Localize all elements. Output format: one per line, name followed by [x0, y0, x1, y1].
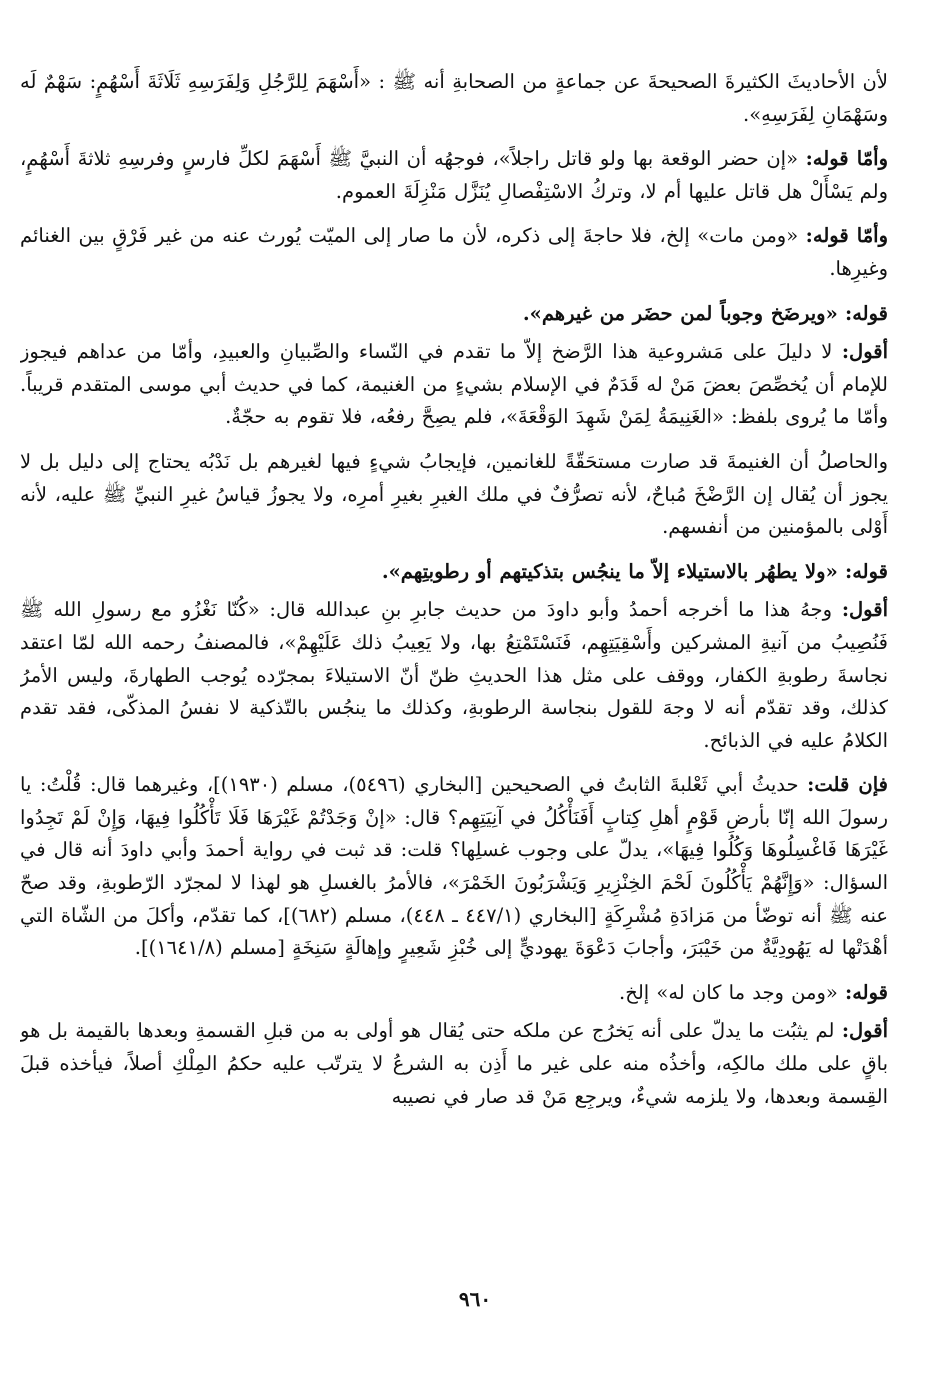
paragraph-text: «ويرضَخ وجوباً لمن حضَر من غيرهم». — [522, 301, 838, 325]
paragraph-text: لا دليلَ على مَشروعية هذا الرَّضخ إلاّ ما تقدم في النّساء والصِّبيانِ والعبيدِ، وأمّا من عداهم فيجوز للإمام أن يُخصِّصَ بعضَ مَنْ له قَدَمٌ في الإسلام بشيءٍ من الغنيمة، كما في حديث أبي موسى المتقدم قريباً. وأمّا ما يُروى بلفظ: «الغَنِيمَةُ لِمَنْ شَهِدَ الوَقْعَةَ»، فلم يصِحَّ رفعُه، فلا تقوم به حجّةٌ. — [20, 340, 888, 429]
paragraph-text: لأن الأحاديثَ الكثيرةَ الصحيحةَ عن جماعةٍ من الصحابةِ أنه ﷺ : «أَسْهَمَ لِلرَّجُلِ وَلِفَرَسِهِ ثَلَاثَةَ أَسْهُمٍ: سَهْمٌ لَه وسَهْمَانِ لِفَرَسِهِ». — [20, 70, 888, 126]
paragraph — [20, 556, 888, 589]
paragraph-lead: وأمّا قوله: — [805, 224, 888, 248]
paragraph-lead: فإن قلت: — [807, 773, 888, 797]
paragraph-text: والحاصلُ أن الغنيمةَ قد صارت مستحَقّةً للغانمين، فإيجابُ شيءٍ فيها لغيرهم بل نَدْبُه يحتاج إلى دليل بل لا يجوز أن يُقال إن الرَّضْخَ مُباحٌ، لأنه تصرُّفٌ في ملك الغيرِ بغيرِ أمرِه، ولا يجوزُ قياسُ غيرِ النبيِّ ﷺ عليه، لأنه أَوْلى بالمؤمنين من أنفسهم. — [20, 449, 888, 539]
paragraph-lead: أقول: — [841, 1019, 888, 1043]
paragraph — [20, 1015, 888, 1113]
paragraph — [20, 594, 888, 757]
page-body — [20, 66, 888, 1316]
paragraph-lead: قوله: — [845, 980, 888, 1004]
page-number: ٩٦٠ — [458, 1287, 492, 1311]
paragraph-text: «إن حضر الوقعة بها ولو قاتل راجلاً»، فوجهُه أن النبيَّ ﷺ أَسْهَمَ لكلِّ فارسٍ وفرسِهِ ثلاثةَ أَسْهُمٍ، ولم يَسْأَلْ هل قاتل عليها أم لا، وتركُ الاسْتِفْصالِ يُنَزَّل مَنْزِلَةَ العموم. — [20, 147, 888, 203]
paragraph-text: «ومن وجد ما كان له» إلخ. — [619, 980, 838, 1004]
paragraph-lead: وأمّا قوله: — [805, 147, 888, 171]
paragraph — [20, 220, 888, 285]
paragraph — [20, 298, 888, 331]
paragraph-text: حديثُ أبي ثَعْلبةَ الثابتُ في الصحيحين [البخاري (٥٤٩٦)، مسلم (١٩٣٠)]، وغيرهما قال: قُلْتُ: يا رسولَ الله إنّا بأرضِ قَوْمٍ أهلِ كِتابٍ أَفَنَأْكُلُ في آنِيَتِهِم؟ قال: «إنْ وَجَدْتُمْ غَيْرَهَا فَلَا تَأْكُلُوا فِيهَا، وَإِنْ لَمْ تَجِدُوا غَيْرَهَا فَاغْسِلُوهَا وَكُلُوا فِيهَا»، يدلّ على وجوب غسلِها؟ قلت: قد ثبت في رواية أحمدَ وأبي داودَ أنه قال في السؤال: «وَإِنَّهُمْ يَأْكُلُونَ لَحْمَ الخِنْزِيرِ وَيَشْرَبُونَ الخَمْرَ»، فالأمرُ بالغسلِ هو لهذا لا لمجرّد الرّطوبةِ، وقد صحّ عنه ﷺ أنه توضّأ من مَزادَةِ مُشْرِكَةٍ [البخاري (٤٤٧/١ ـ ٤٤٨)، مسلم (٦٨٢)]، كما تقدّم، وأكلَ من الشّاة التي أهْدَتْها له يَهُودِيَّةٌ من خَيْبَرَ، وأجابَ دَعْوَةَ يهوديٍّ إلى خُبْزِ شَعِيرٍ وإهالَةٍ سَنِخَةٍ [مسلم (١٦٤١/٨)]. — [20, 773, 888, 960]
paragraph-lead: أقول: — [841, 598, 888, 622]
paragraph-lead: أقول: — [841, 340, 888, 364]
paragraph-text: لم يثبُت ما يدلّ على أنه يَخرُج عن ملكه حتى يُقال هو أولى به من قبلِ القسمةِ وبعدها بالقيمة بل هو باقٍ على ملك مالكِه، وأخذُه منه على غير ما أَذِن به الشرعُ لا يترتّب عليه حكمُ المِلْكِ أصلاً، فيأخذه قبلَ القِسمة وبعدها، ولا يلزمه شيءٌ، ويرجِع مَنْ قد صار في نصيبه — [20, 1019, 888, 1108]
paragraph — [20, 446, 888, 544]
paragraph-text: وجهُ هذا ما أخرجه أحمدُ وأبو داودَ من حديث جابرِ بنِ عبدالله قال: «كُنّا نَغْزُو مع رسولِ الله ﷺ فَنُصِيبُ من آنيةِ المشركين وأَسْقِيَتِهِم، فَنَسْتَمْتِعُ بها، ولا يَعِيبُ ذلك عَلَيْهِمْ»، فالمصنفُ رحمه الله لمّا اعتقد نجاسةَ رطوبةِ الكفار، ووقف على مثل هذا الحديثِ ظنّ أنّ الاستيلاءَ بمجرّده يُوجب الطهارةَ، وليس الأمرُ كذلك، وقد تقدّم أنه لا وجهَ للقول بنجاسة الرطوبةِ، وكذلك ما ينجُس بالتّذكية لا نفسُ المذكّى، فقد تقدم الكلامُ عليه في الذبائح. — [20, 598, 888, 752]
paragraph-lead: قوله: — [845, 559, 888, 583]
paragraph — [20, 143, 888, 208]
paragraph-lead: قوله: — [845, 301, 888, 325]
paragraph — [20, 769, 888, 965]
paragraph-text: «ومن مات» إلخ، فلا حاجةَ إلى ذكره، لأن ما صار إلى الميّت يُورث عنه من غير فَرْقٍ بين الغنائم وغيرِها. — [20, 224, 888, 280]
paragraph — [20, 336, 888, 434]
paragraph — [20, 977, 888, 1010]
paragraph-text: «ولا يطهُر بالاستيلاء إلاّ ما ينجُس بتذكيتهم أو رطوبتِهم». — [381, 559, 838, 583]
paragraph — [20, 66, 888, 131]
